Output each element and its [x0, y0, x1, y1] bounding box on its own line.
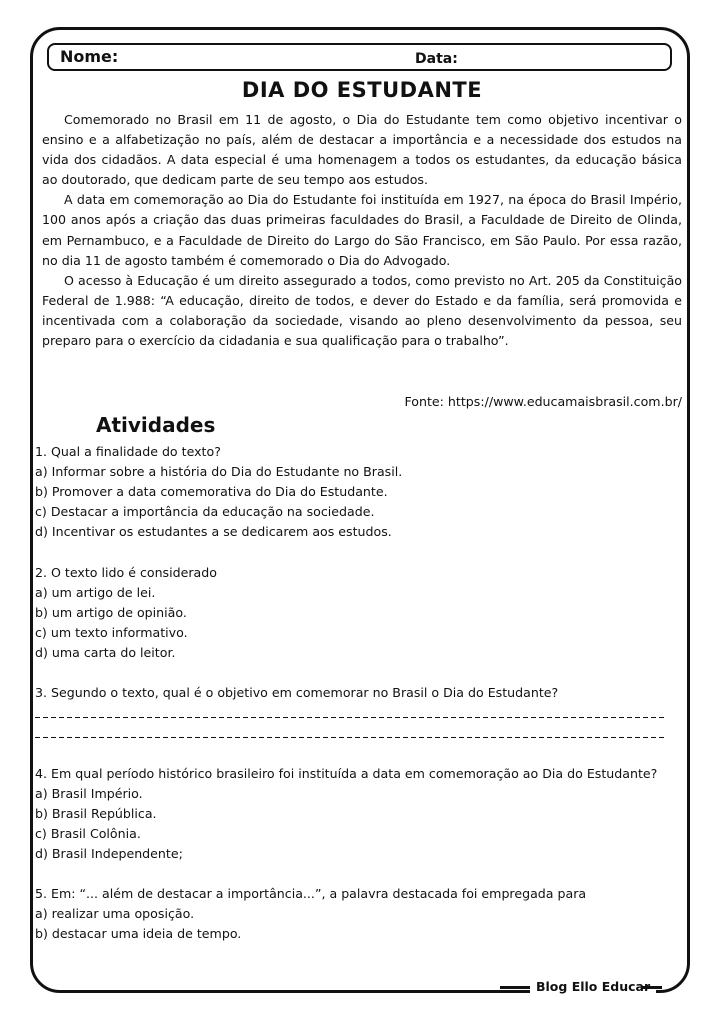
answer-option[interactable]: a) Brasil Império. [35, 785, 143, 801]
answer-option[interactable]: b) Promover a data comemorativa do Dia do Estudante. [35, 484, 388, 500]
reading-text [42, 110, 682, 351]
question-2 [35, 563, 675, 663]
footer-rule-right [642, 986, 662, 989]
question-stem: 5. Em: “... além de destacar a importância...”, a palavra destacada foi empregada para [35, 886, 587, 902]
answer-option[interactable]: c) um texto informativo. [35, 624, 188, 640]
answer-option[interactable]: a) um artigo de lei. [35, 584, 156, 600]
paragraph: O acesso à Educação é um direito assegurado a todos, como previsto no Art. 205 da Constituição Federal de 1.988: “A educação, direito de todos, e dever do Estado e da família, será promovida e incentivada com a colaboração da sociedade, visando ao pleno desenvolvimento da pessoa, seu preparo para o exercício da cidadania e sua qualificação para o trabalho”. [42, 272, 682, 349]
date-label: Data: [415, 51, 458, 67]
answer-option[interactable]: d) uma carta do leitor. [35, 644, 176, 660]
answer-option[interactable]: a) Informar sobre a história do Dia do Estudante no Brasil. [35, 464, 403, 480]
question-stem: 2. O texto lido é considerado [35, 564, 217, 580]
answer-option[interactable]: b) um artigo de opinião. [35, 604, 187, 620]
answer-option[interactable]: a) realizar uma oposição. [35, 906, 195, 922]
paragraph: A data em comemoração ao Dia do Estudante foi instituída em 1927, na época do Brasil Império, 100 anos após a criação das duas primeiras faculdades do Brasil, a Faculdade de Direito de Olinda, em Pernambuco, e a Faculdade de Direito do Largo do São Francisco, em São Paulo. Por essa razão, no dia 11 de agosto também é comemorado o Dia do Advogado. [42, 192, 682, 268]
page-title: DIA DO ESTUDANTE [241, 78, 483, 102]
name-label: Nome: [60, 47, 119, 66]
answer-line[interactable] [35, 723, 675, 743]
answer-option[interactable]: d) Brasil Independente; [35, 845, 183, 861]
answer-option[interactable]: b) Brasil República. [35, 805, 157, 821]
question-1 [35, 442, 675, 542]
question-3 [35, 683, 675, 743]
question-stem: 4. Em qual período histórico brasileiro foi instituída a data em comemoração ao Dia do Estudante? [35, 765, 658, 781]
question-5 [35, 884, 675, 944]
paragraph: Comemorado no Brasil em 11 de agosto, o Dia do Estudante tem como objetivo incentivar o ensino e a alfabetização no país, além de destacar a importância e a necessidade dos estudos na vida dos cidadãos. A data especial é uma homenagem a todos os estudantes, da educação básica ao doutorado, que dedicam parte de seu tempo aos estudos. [42, 112, 682, 188]
answer-option[interactable]: c) Destacar a importância da educação na sociedade. [35, 504, 375, 520]
answer-option[interactable]: c) Brasil Colônia. [35, 825, 141, 841]
answer-option[interactable]: b) destacar uma ideia de tempo. [35, 926, 242, 942]
answer-line[interactable] [35, 703, 675, 723]
question-stem: 3. Segundo o texto, qual é o objetivo em comemorar no Brasil o Dia do Estudante? [35, 685, 559, 701]
footer-credit: Blog Ello Educar [530, 979, 656, 994]
answer-option[interactable]: d) Incentivar os estudantes a se dedicarem aos estudos. [35, 524, 392, 540]
question-4 [35, 764, 675, 864]
footer-rule-left [500, 986, 530, 989]
source-citation: Fonte: https://www.educamaisbrasil.com.br/ [404, 394, 682, 409]
name-date-box [47, 43, 672, 71]
activities-heading: Atividades [96, 413, 216, 437]
questions-list [35, 442, 675, 944]
question-stem: 1. Qual a finalidade do texto? [35, 444, 221, 459]
